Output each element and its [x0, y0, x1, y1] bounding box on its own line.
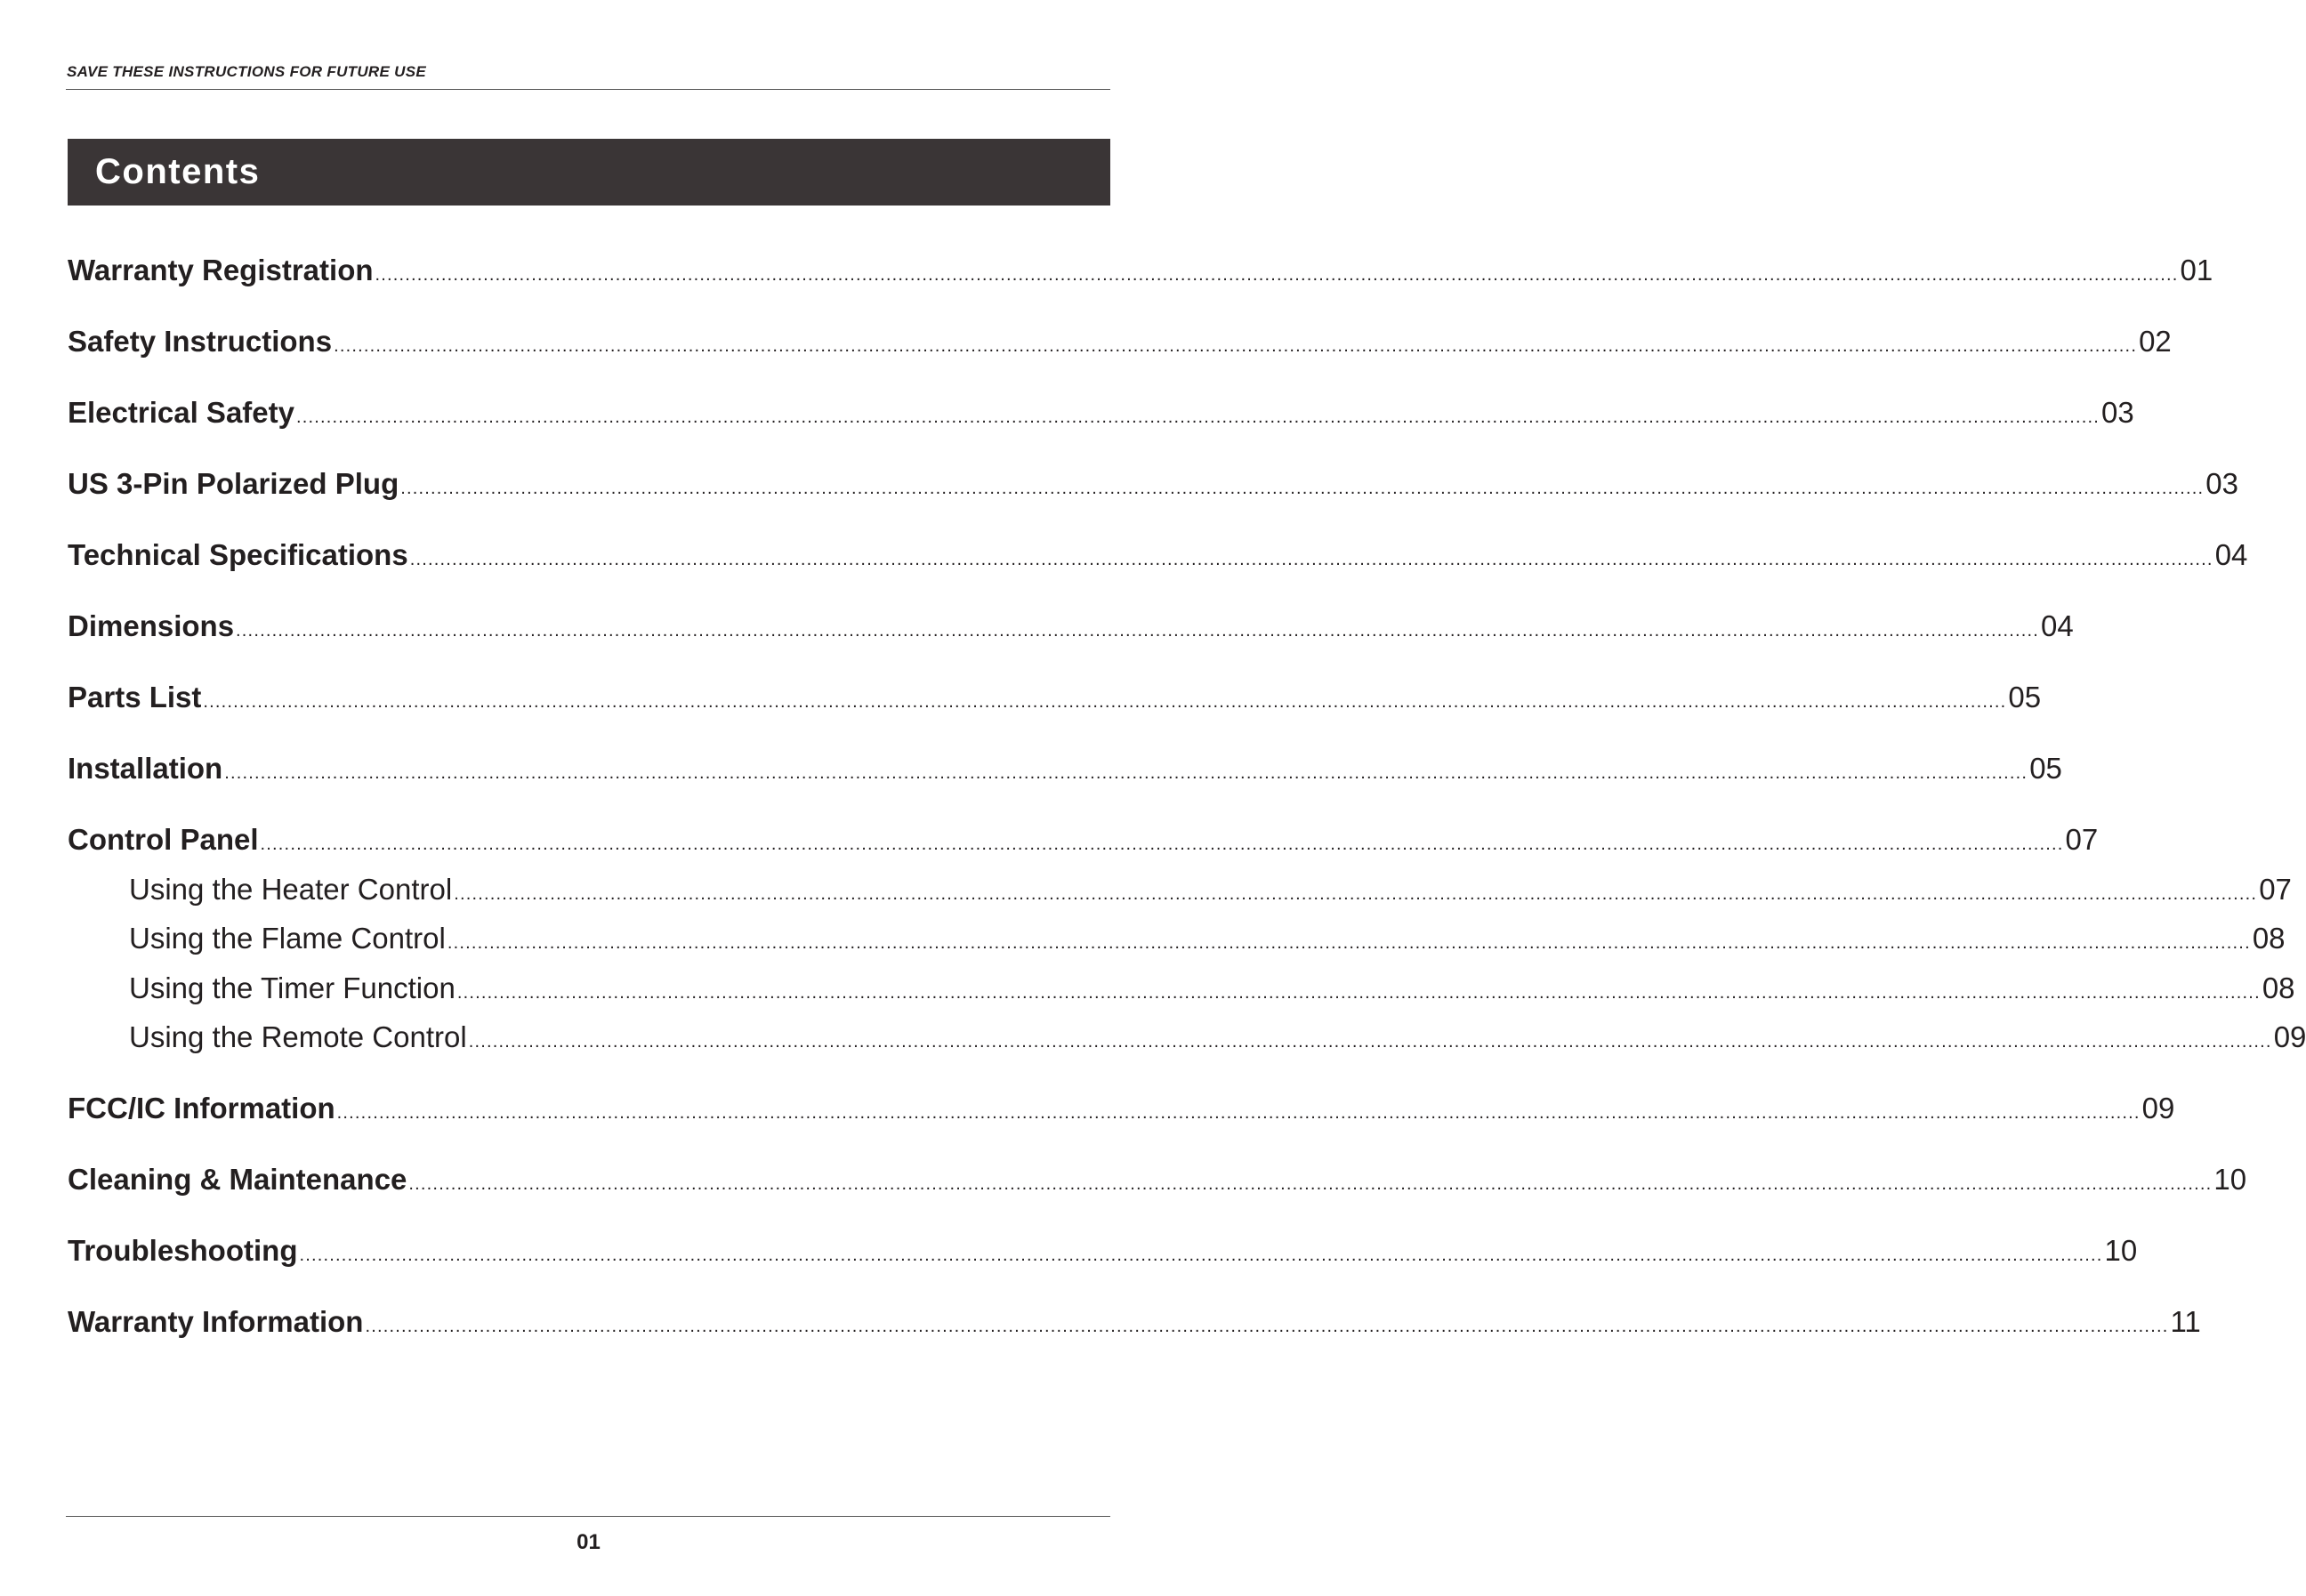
toc-entry-label: Installation	[68, 752, 223, 785]
toc-entry-label: Warranty Registration	[68, 254, 374, 286]
toc-subentry[interactable]	[129, 1020, 2306, 1054]
toc-entry[interactable]	[68, 325, 2172, 359]
header-note: SAVE THESE INSTRUCTIONS FOR FUTURE USE	[67, 63, 427, 80]
toc-entry-label: Dimensions	[68, 609, 235, 642]
toc-entry-label: Safety Instructions	[68, 325, 333, 358]
toc-leader-dots: ............................................................................................................................................................................................................................................................................................................	[334, 336, 2138, 356]
toc-entry-page: 08	[2262, 971, 2295, 1004]
toc-entry-label: Troubleshooting	[68, 1234, 298, 1267]
toc-entry-page: 04	[2214, 538, 2248, 571]
toc-entry[interactable]	[68, 396, 2134, 430]
toc-entry-page: 11	[2170, 1305, 2201, 1338]
toc-entry-page: 05	[2008, 681, 2042, 713]
toc-leader-dots: ............................................................................................................................................................................................................................................................................................................	[365, 1317, 2169, 1336]
toc-entry[interactable]	[68, 254, 2213, 287]
toc-entry-page: 09	[2273, 1020, 2306, 1053]
toc-leader-dots: ............................................................................................................................................................................................................................................................................................................	[400, 479, 2205, 498]
toc-subentry[interactable]	[129, 922, 2286, 955]
top-divider	[66, 89, 1110, 90]
toc-leader-dots: ............................................................................................................................................................................................................................................................................................................	[456, 983, 2261, 1003]
toc-leader-dots: ............................................................................................................................................................................................................................................................................................................	[408, 1174, 2213, 1194]
toc-entry-label: FCC/IC Information	[68, 1092, 335, 1124]
toc-entry-page: 09	[2141, 1092, 2175, 1124]
toc-entry-label: Technical Specifications	[68, 538, 408, 571]
toc-entry-label: Using the Timer Function	[129, 971, 456, 1004]
contents-banner	[68, 139, 1110, 206]
toc-entry-page: 10	[2213, 1163, 2247, 1196]
page-title: Contents	[95, 152, 261, 191]
toc-entry[interactable]	[68, 538, 2248, 572]
toc-entry-page: 07	[2259, 873, 2292, 906]
bottom-divider	[66, 1516, 1110, 1517]
toc-entry-page: 05	[2029, 752, 2062, 785]
toc-entry[interactable]	[68, 823, 2099, 857]
toc-entry-page: 04	[2041, 609, 2074, 642]
toc-leader-dots: ............................................................................................................................................................................................................................................................................................................	[224, 763, 2028, 783]
toc-entry[interactable]	[68, 1092, 2175, 1125]
toc-entry-page: 03	[2205, 467, 2238, 500]
toc-leader-dots: ............................................................................................................................................................................................................................................................................................................	[203, 692, 2007, 712]
toc-entry-page: 03	[2100, 396, 2134, 429]
toc-entry-label: Cleaning & Maintenance	[68, 1163, 407, 1196]
toc-leader-dots: ............................................................................................................................................................................................................................................................................................................	[447, 933, 2251, 953]
toc-entry-label: Using the Heater Control	[129, 873, 453, 906]
toc-entry-page: 07	[2065, 823, 2099, 856]
toc-entry[interactable]	[68, 1305, 2201, 1339]
toc-leader-dots: ............................................................................................................................................................................................................................................................................................................	[299, 1245, 2103, 1265]
toc-entry[interactable]	[68, 467, 2238, 501]
toc-entry-label: US 3-Pin Polarized Plug	[68, 467, 399, 500]
toc-entry[interactable]	[68, 1234, 2138, 1268]
toc-leader-dots: ............................................................................................................................................................................................................................................................................................................	[454, 884, 2258, 904]
toc-entry-label: Parts List	[68, 681, 202, 713]
toc-subentry[interactable]	[129, 873, 2292, 907]
toc-entry-page: 01	[2180, 254, 2213, 286]
toc-entry-label: Using the Flame Control	[129, 922, 446, 955]
toc-entry[interactable]	[68, 1163, 2247, 1197]
toc-entry-label: Warranty Information	[68, 1305, 364, 1338]
toc-leader-dots: ............................................................................................................................................................................................................................................................................................................	[375, 265, 2179, 285]
toc-leader-dots: ............................................................................................................................................................................................................................................................................................................	[468, 1032, 2272, 1052]
toc-entry[interactable]	[68, 681, 2042, 714]
toc-leader-dots: ............................................................................................................................................................................................................................................................................................................	[236, 621, 2040, 641]
toc-entry[interactable]	[68, 609, 2074, 643]
toc-entry-page: 02	[2139, 325, 2172, 358]
toc-leader-dots: ............................................................................................................................................................................................................................................................................................................	[336, 1103, 2141, 1123]
toc-entry-label: Electrical Safety	[68, 396, 294, 429]
toc-leader-dots: ............................................................................................................................................................................................................................................................................................................	[260, 834, 2064, 854]
toc-entry[interactable]	[68, 752, 2062, 786]
page-number: 01	[576, 1530, 601, 1554]
toc-leader-dots: ............................................................................................................................................................................................................................................................................................................	[295, 407, 2100, 427]
toc-subentry[interactable]	[129, 971, 2295, 1005]
toc-leader-dots: ............................................................................................................................................................................................................................................................................................................	[409, 550, 2213, 569]
toc-entry-page: 10	[2104, 1234, 2138, 1267]
toc-entry-label: Using the Remote Control	[129, 1020, 467, 1053]
toc-entry-page: 08	[2252, 922, 2286, 955]
toc-entry-label: Control Panel	[68, 823, 259, 856]
